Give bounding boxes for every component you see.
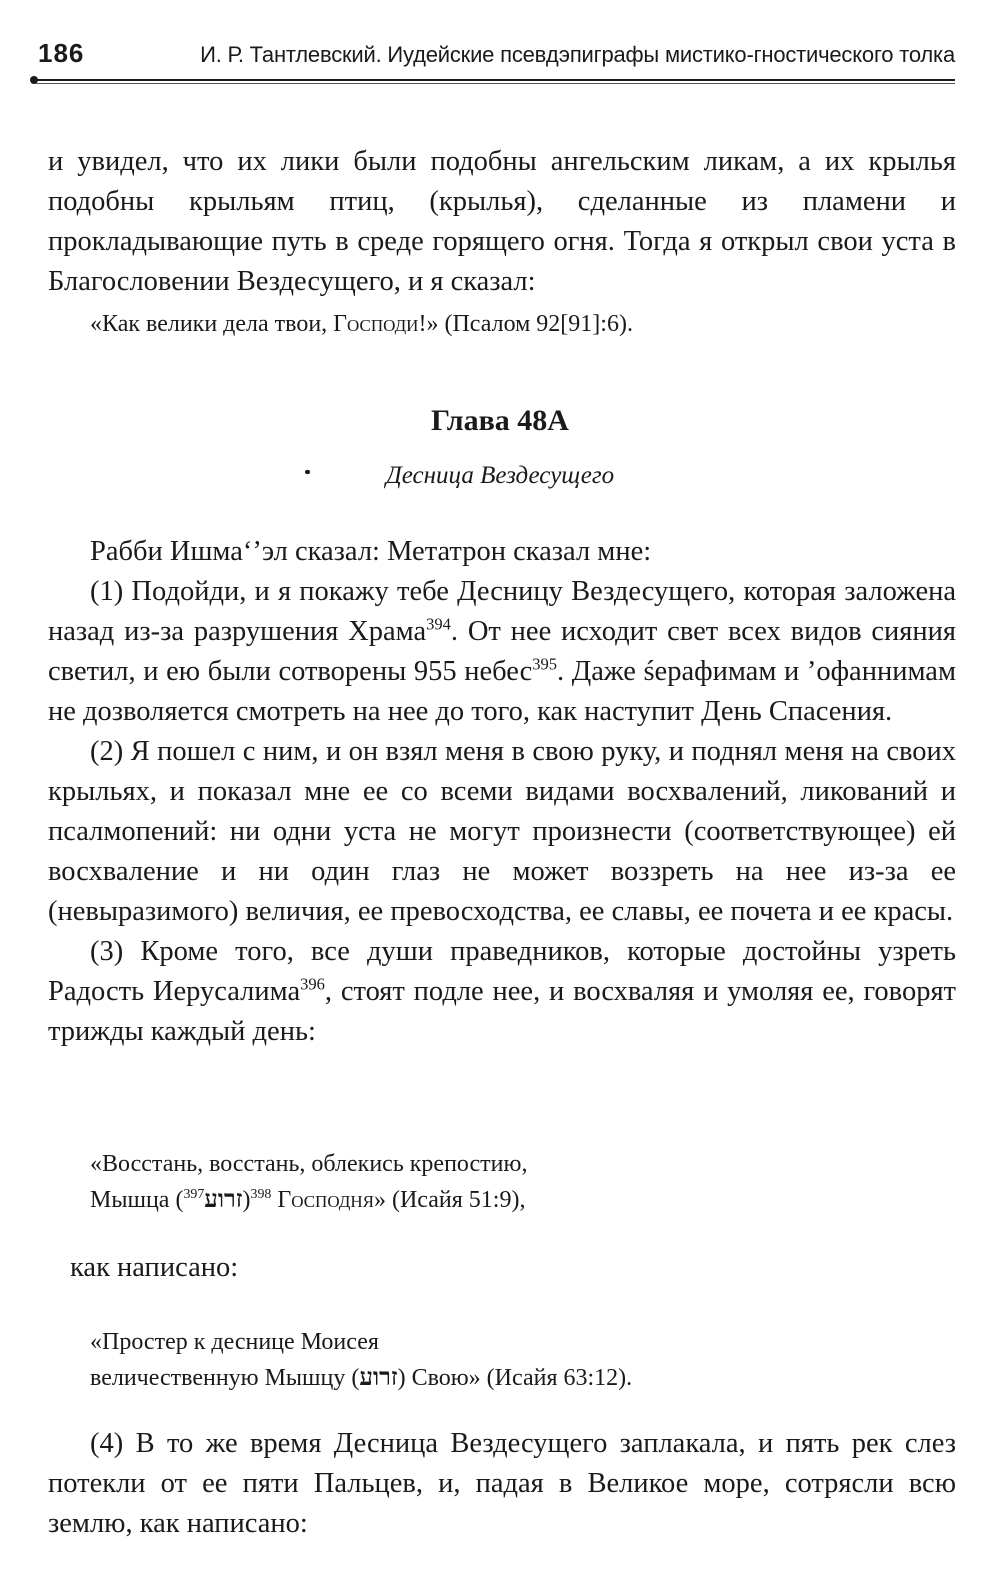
footnote-ref-395: 395 (532, 654, 558, 674)
footnote-ref-397: 397 (183, 1186, 205, 1202)
isaiah-63-quote (90, 1324, 950, 1396)
footnote-ref-394: 394 (426, 614, 451, 634)
quote-reference: » (Псалом 92[91]:6). (426, 311, 633, 337)
footnote-ref-396: 396 (300, 974, 325, 994)
running-title: И. Р. Тантлевский. Иудейские псевдэпиграфы мистико-гностического толка (200, 42, 955, 67)
paragraph-1-text: (1) Подойди, и я покажу тебе Десницу Вездесущего, которая заложена назад из-за разрушения Храма (48, 576, 956, 647)
verse-line: «Восстань, восстань, облекись крепостию, (90, 1151, 528, 1177)
paragraph-2: (2) Я пошел с ним, и он взял меня в свою руку, и поднял меня на своих крыльях, и показал мне ее со всеми видами восхвалений, ликований и псалмопений: ни одни уста не могут произнести (соответствующее) ей восхваление и ни один глаз не может воззреть на нее из-за ее (невыразимого) величия, ее превосходства, ее славы, ее почета и ее красы. (48, 736, 956, 927)
connector-text (70, 1248, 950, 1288)
paragraph-3 (48, 932, 956, 1052)
page-number: 186 (38, 38, 85, 68)
rule-line-thin (36, 83, 955, 84)
header-rule (30, 76, 955, 84)
verse-lord: Господня (277, 1187, 374, 1213)
intro-text (48, 142, 956, 302)
rule-line (36, 79, 955, 81)
hebrew-word: זרוע (359, 1365, 398, 1391)
verse-line (90, 1360, 950, 1396)
footnote-ref-398: 398 (250, 1186, 272, 1202)
quote-text: «Как велики дела твои, (90, 311, 334, 337)
paragraph-1-text-b: . От нее исходит свет всех видов сияния светил, и ею были сотворены 955 небес (48, 616, 956, 687)
verse-text: Мышца ( (90, 1187, 184, 1213)
chapter-body (48, 532, 956, 1052)
chapter-title: Глава 48А (431, 404, 569, 437)
isaiah-51-quote (90, 1146, 950, 1218)
running-header (30, 32, 955, 92)
psalm-quote (90, 306, 950, 342)
verse-text: величественную Мышцу ( (90, 1365, 360, 1391)
hebrew-word: זרוע (204, 1187, 243, 1213)
quote-lord: Господи! (333, 311, 427, 337)
opening-line: Рабби Ишма‘’эл сказал: Метатрон сказал мне: (90, 536, 652, 567)
intro-paragraph: и увидел, что их лики были подобны ангельским ликам, а их крылья подобны крыльям птиц, (крылья), сделанные из пламени и прокладывающие путь в среде горящего огня. Тогда я открыл свои уста в Благословении Вездесущего, и я сказал: (48, 146, 956, 297)
verse-line (90, 1182, 950, 1218)
chapter-subtitle: Десница Вездесущего (385, 462, 615, 489)
paragraph-4: (4) В то же время Десница Вездесущего заплакала, и пять рек слез потекли от ее пяти Пальцев, и, падая в Великое море, сотрясли всю землю, как написано: (48, 1428, 956, 1539)
paragraph-4-block (48, 1424, 956, 1544)
paragraph-3-text-b: , стоят подле нее, и восхваляя и умоляя ее, говорят трижды каждый день: (48, 976, 957, 1047)
verse-reference: » (Исайя 51:9), (373, 1187, 526, 1213)
paragraph-3-text: (3) Кроме того, все души праведников, которые достойны узреть Радость Иерусалима (48, 936, 956, 1007)
verse-line: «Простер к деснице Моисея (90, 1329, 379, 1355)
paragraph-1-text-c: . Даже śерафимам и ’офаннимам не дозволяется смотреть на нее до того, как наступит День Спасения. (48, 656, 956, 727)
verse-reference: ) Свою» (Исайя 63:12). (397, 1365, 633, 1391)
paragraph-1 (48, 572, 956, 732)
as-written: как написано: (70, 1252, 239, 1283)
verse-text: ) (242, 1187, 251, 1213)
